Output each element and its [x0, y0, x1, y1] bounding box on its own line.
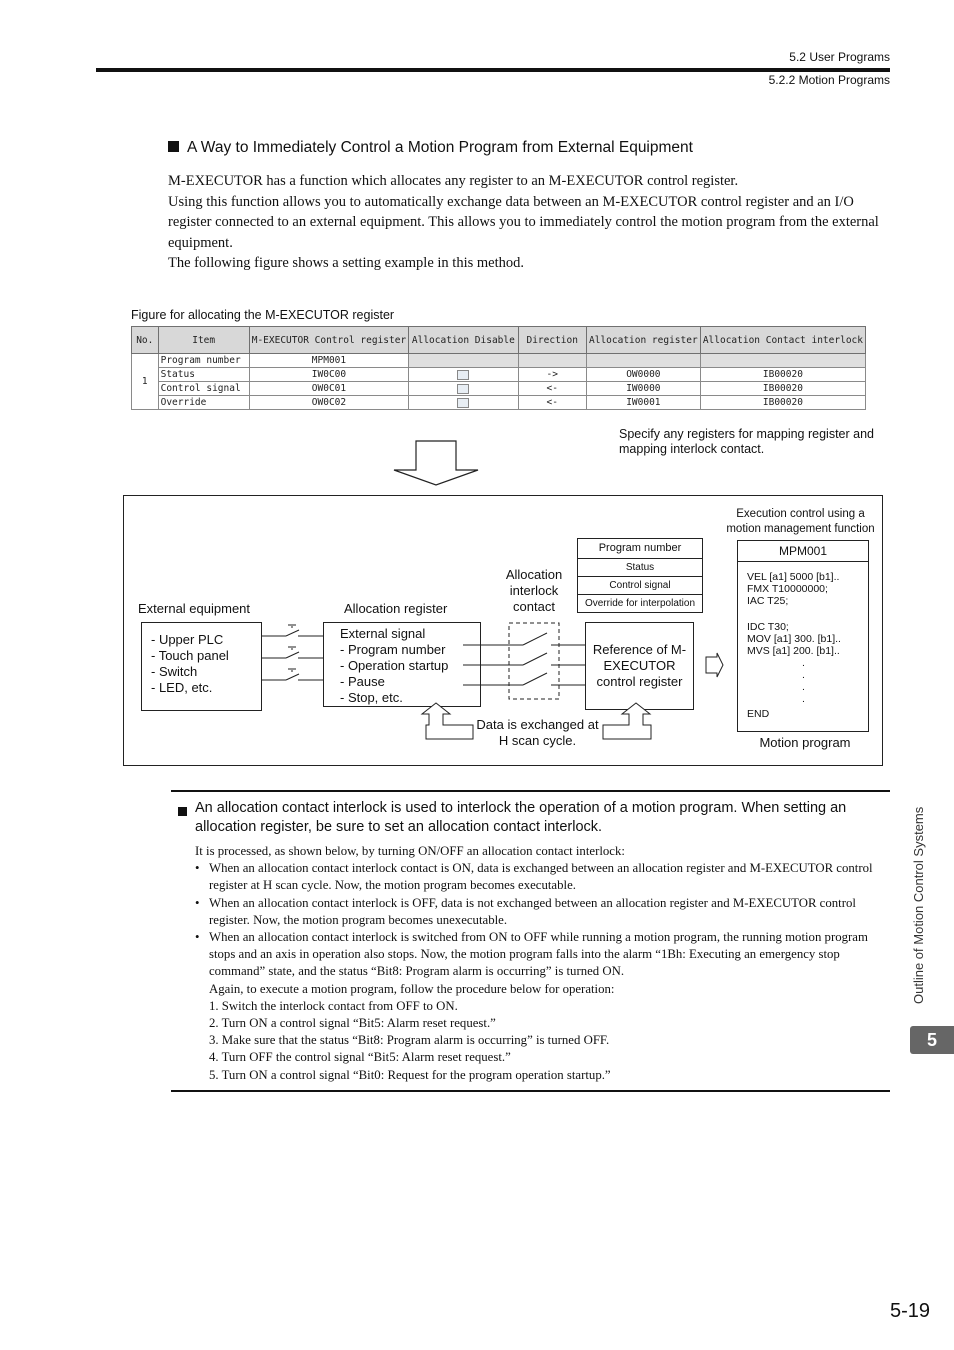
header-rule: [96, 68, 890, 72]
col-control-register: M-EXECUTOR Control register: [249, 327, 408, 354]
data-exchange-note: Data is exchanged at H scan cycle.: [476, 717, 599, 748]
table-row: [132, 382, 866, 396]
program-code: [738, 562, 868, 720]
cell-disable[interactable]: [409, 396, 518, 410]
cell-item: Program number: [158, 354, 249, 368]
list-item: • When an allocation contact interlock contact is ON, data is exchanged between an allocation register and M-EXECUTOR control register at H scan cycle. Now, the motion program becomes executable.: [195, 861, 873, 893]
note-again: Again, to execute a motion program, follow the procedure below for operation:: [209, 981, 615, 996]
cell-alloc-register[interactable]: OW0000: [586, 368, 700, 382]
exec-control-note: Execution control using a motion management function: [726, 508, 875, 535]
note-intro: It is processed, as shown below, by turning ON/OFF an allocation contact interlock:: [195, 844, 625, 858]
col-no: No.: [132, 327, 159, 354]
square-bullet-icon: [168, 141, 179, 152]
external-equipment-label: External equipment: [138, 601, 251, 616]
cell-alloc-register[interactable]: IW0000: [586, 382, 700, 396]
figure-caption: Figure for allocating the M-EXECUTOR register: [131, 308, 395, 322]
col-allocation-disable: Allocation Disable: [409, 327, 518, 354]
code-line: MOV [a1] 300. [b1]..: [747, 633, 841, 645]
table-header-row: [132, 327, 866, 354]
intro-p1: M-EXECUTOR has a function which allocates any register to an M-EXECUTOR control register.: [168, 173, 739, 189]
code-line: IDC T30;: [747, 621, 789, 633]
cell-register[interactable]: OW0C01: [249, 382, 408, 396]
chapter-tab[interactable]: 5: [910, 1026, 954, 1054]
code-line: VEL [a1] 5000 [b1]..: [747, 571, 840, 583]
col-allocation-register: Allocation register: [586, 327, 700, 354]
cell-item: Control signal: [158, 382, 249, 396]
page-number: 5-19: [890, 1300, 931, 1322]
note-title: An allocation contact interlock is used to interlock the operation of a motion program. When setting an allocation register, be sure to set an allocation contact interlock.: [195, 800, 847, 835]
step-item: 1. Switch the interlock contact from OFF to ON.: [209, 998, 458, 1013]
down-arrow-icon: [390, 440, 482, 486]
cell-contact[interactable]: IB00020: [700, 396, 865, 410]
col-direction: Direction: [518, 327, 586, 354]
allocation-table: [131, 326, 866, 410]
list-item: - Switch: [151, 664, 198, 679]
list-item: - Upper PLC: [151, 632, 224, 647]
cell-register[interactable]: OW0C02: [249, 396, 408, 410]
cell-contact: [700, 354, 865, 368]
motion-program-label: Motion program: [759, 735, 851, 750]
table-row: [132, 368, 866, 382]
cell-item: Override: [158, 396, 249, 410]
intro-p3: The following figure shows a setting example in this method.: [168, 255, 524, 271]
control-row-program-number: Program number: [578, 539, 702, 559]
code-end: END: [747, 708, 770, 720]
list-item: • When an allocation contact interlock is OFF, data is not exchanged between an allocation register and M-EXECUTOR control register. Now, the motion program becomes unexecutable.: [195, 895, 856, 927]
intro-text: [168, 171, 890, 274]
intro-p2: Using this function allows you to automatically exchange data between an M-EXECUTOR control register and an I/O register connected to an external equipment. This allows you to immediately control the motion program from the external equipment.: [168, 193, 879, 251]
square-bullet-icon: [178, 803, 187, 821]
cell-register[interactable]: MPM001: [249, 354, 408, 368]
step-item: 4. Turn OFF the control signal “Bit5: Alarm reset request.”: [209, 1050, 511, 1065]
cell-alloc-register: [586, 354, 700, 368]
header-subsection: 5.2.2 Motion Programs: [768, 73, 890, 87]
list-item: - Program number: [340, 642, 446, 657]
step-item: 3. Make sure that the status “Bit8: Program alarm is occurring” is turned OFF.: [209, 1033, 610, 1048]
allocation-register-label: Allocation register: [344, 601, 448, 616]
section-heading: A Way to Immediately Control a Motion Program from External Equipment: [168, 139, 693, 157]
cell-contact[interactable]: IB00020: [700, 382, 865, 396]
program-title: MPM001: [738, 541, 868, 562]
ellipsis-dots: . . . .: [802, 657, 805, 705]
side-tab-text: Outline of Motion Control Systems: [911, 806, 926, 1004]
cell-direction[interactable]: <-: [518, 396, 586, 410]
list-item: - LED, etc.: [151, 680, 213, 695]
code-line: IAC T25;: [747, 595, 789, 607]
note-bottom-rule: [171, 1090, 890, 1092]
cell-direction[interactable]: <-: [518, 382, 586, 396]
list-item: - Operation startup: [340, 658, 449, 673]
control-row-status: Status: [578, 559, 702, 577]
col-item: Item: [158, 327, 249, 354]
step-item: 5. Turn ON a control signal “Bit0: Request for the program operation startup.”: [209, 1067, 611, 1082]
note-body: [195, 843, 890, 1084]
list-item: - Stop, etc.: [340, 690, 403, 705]
cell-disable[interactable]: [409, 382, 518, 396]
header-section: 5.2 User Programs: [789, 50, 890, 64]
reference-text: Reference of M-EXECUTOR control register: [592, 642, 687, 689]
cell-direction[interactable]: ->: [518, 368, 586, 382]
control-row-override: Override for interpolation: [584, 598, 696, 609]
step-item: 2. Turn ON a control signal “Bit5: Alarm reset request.”: [209, 1016, 496, 1031]
table-row: [132, 396, 866, 410]
row-number: 1: [132, 354, 159, 410]
cell-register[interactable]: IW0C00: [249, 368, 408, 382]
table-row: [132, 354, 866, 368]
code-line: MVS [a1] 200. [b1]..: [747, 645, 840, 657]
cell-disable[interactable]: [409, 368, 518, 382]
list-item: External signal: [340, 626, 426, 641]
specify-note: Specify any registers for mapping register and mapping interlock contact.: [619, 427, 874, 456]
list-item: - Touch panel: [151, 648, 229, 663]
cell-alloc-register[interactable]: IW0001: [586, 396, 700, 410]
list-item: • When an allocation contact interlock is switched from ON to OFF while running a motion program, the running motion program stops and an axis in operation also stops. Now, the motion program falls into the alarm “1Bh: Executing an emergency stop command” state, and the status “Bit8: Program alarm is occurring” is turned ON.: [195, 930, 868, 979]
cell-contact[interactable]: IB00020: [700, 368, 865, 382]
note-top-rule: [171, 790, 890, 792]
cell-disable: [409, 354, 518, 368]
motion-program-box: [737, 540, 869, 732]
col-contact-interlock: Allocation Contact interlock: [700, 327, 865, 354]
cell-item: Status: [158, 368, 249, 382]
checkbox-icon[interactable]: [457, 398, 469, 408]
checkbox-icon[interactable]: [457, 370, 469, 380]
checkbox-icon[interactable]: [457, 384, 469, 394]
list-item: - Pause: [340, 674, 385, 689]
interlock-label: Allocation interlock contact: [505, 567, 563, 614]
cell-direction: [518, 354, 586, 368]
code-line: FMX T10000000;: [747, 583, 828, 595]
control-row-control-signal: Control signal: [578, 577, 702, 595]
